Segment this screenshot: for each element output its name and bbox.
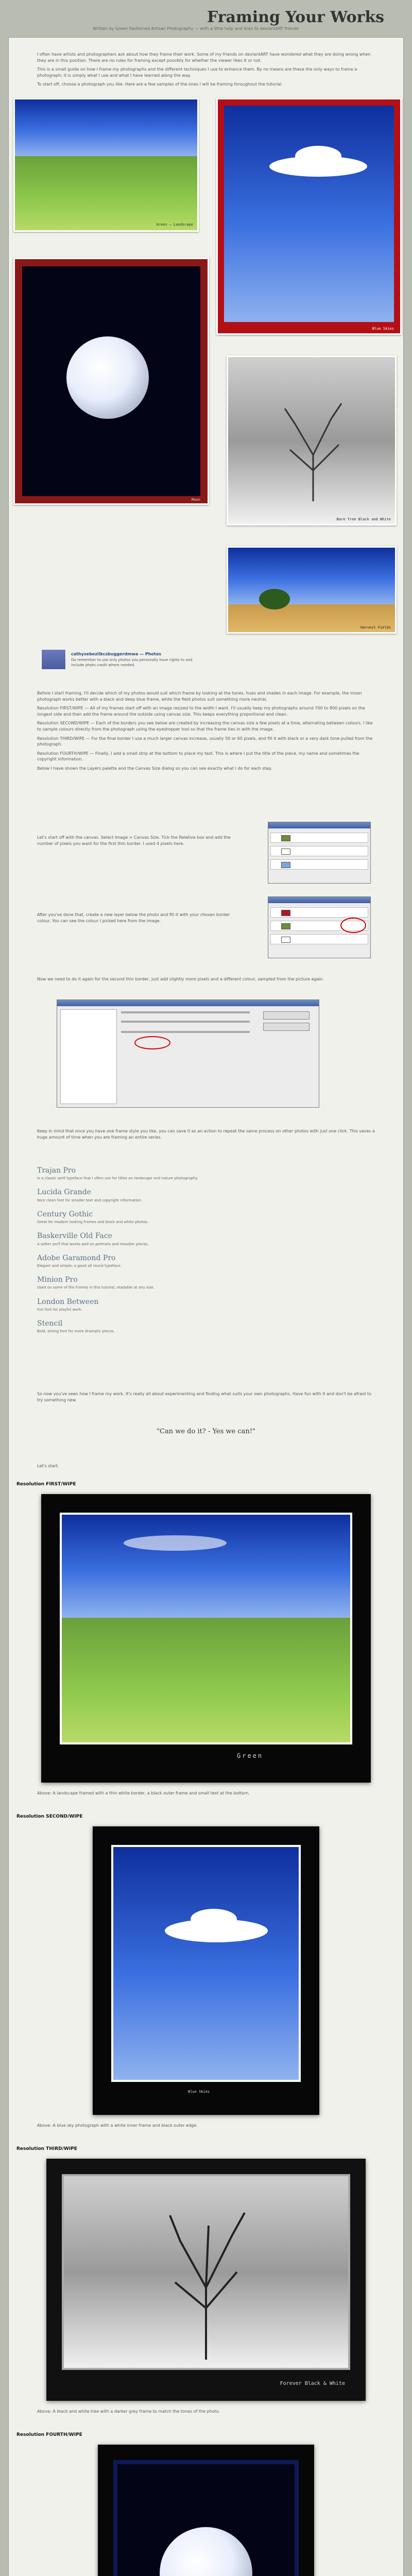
layer-row[interactable] <box>270 846 368 856</box>
step-3: Now we need to do it again for the second thin border, just add slightly more pixels and a different colour, sampled from the picture again. <box>37 977 324 981</box>
sky <box>228 548 395 604</box>
caption: Above: A blue sky photograph with a white inner frame and black outer edge. <box>37 2123 198 2128</box>
tree-icon <box>259 589 290 609</box>
body-paragraph: Resolution FOURTH/WIPE — Finally, I add a small strip at the bottom to place my text. This is where I put the title of the piece, my name and sometimes the copyright information. <box>37 751 359 762</box>
intro-paragraph: To start off, choose a photograph you like. Here are a few samples of the ones I will be framing throughout the tutorial. <box>37 82 283 87</box>
example-heading: Resolution THIRD/WIPE <box>16 2146 77 2151</box>
caption: Above: A black and white tree with a darker grey frame to match the tones of the photo. <box>37 2409 220 2414</box>
body-paragraph: Resolution FIRST/WIPE — All of my frames start off with an image resized to the width I want. I'll usually keep my photographs around 700 to 800 pixels on the longest side and then add the frame around the outside using canvas size. This keeps everything proportional and clean. <box>37 706 365 717</box>
thumb-harvest[interactable] <box>227 546 397 634</box>
sign-text: Let's start. <box>37 1464 59 1468</box>
fonts-list <box>37 1159 375 1334</box>
font-name: Baskerville Old Face <box>37 1232 112 1241</box>
frame-label: Green <box>237 1752 264 1759</box>
font-name: Adobe Garamond Pro <box>37 1253 116 1262</box>
font-desc: Is a classic serif typeface that I often use for titles on landscape and nature photography. <box>37 1176 198 1181</box>
font-name: Trajan Pro <box>37 1166 76 1175</box>
framed-photo-blue[interactable] <box>93 1826 319 2115</box>
framed-photo-green[interactable] <box>41 1494 371 1783</box>
body-paragraph: Before I start framing, I'll decide which of my photos would suit which frame by looking at the tones, hues and shades in each image. For example, the moon photograph works better with a black and deep blue frame, while the field photos suit something more neutral. <box>37 691 362 702</box>
highlight-circle <box>340 918 366 933</box>
thumb-blue-skies[interactable] <box>216 98 402 335</box>
page-title: Framing Your Works <box>207 8 384 26</box>
intro-text <box>37 52 375 91</box>
intro-paragraph: This is a small guide on how I frame my photographs and the different techniques I use to enhance them. By no means are these the only ways to frame a photograph; it is simply what I use and what I have learned along the way. <box>37 67 357 78</box>
step-2: After you've done that, create a new layer below the photo and fill it with your chosen border colour. You can see the colour I picked here from the image. <box>37 912 230 923</box>
ok-button[interactable] <box>263 1011 310 1020</box>
sky <box>224 106 394 322</box>
thumb-caption: Moon <box>192 497 200 502</box>
step-1: Let's start off with the canvas. Select Image > Canvas Size. Tick the Relative box and add the number of pixels you want for the first thin border. I used 4 pixels here. <box>37 835 231 846</box>
byline: Written by Green Fashioned Artisan Photography — with a little help and links to deviantART friends <box>92 26 299 31</box>
body-text: Keep in mind that once you have one frame style you like, you can save it as an action to repeat the same process on other photos with just one click. This saves a huge amount of time when you are framing an entire series. <box>37 1129 375 1140</box>
sky <box>62 1515 350 1618</box>
thumb-tree[interactable] <box>227 355 397 526</box>
example-heading: Resolution SECOND/WIPE <box>16 1814 83 1819</box>
font-name: London Between <box>37 1297 99 1306</box>
palette-titlebar <box>268 897 370 903</box>
cloud <box>124 1535 227 1551</box>
sky <box>113 1847 299 2080</box>
field-row <box>121 1031 250 1033</box>
font-desc: A softer serif that works well on portraits and moodier pieces. <box>37 1242 149 1246</box>
thumb-green[interactable] <box>13 98 199 232</box>
field-row <box>121 1011 250 1013</box>
field-row <box>121 1021 250 1023</box>
example-heading: Resolution FOURTH/WIPE <box>16 2432 82 2437</box>
palette-titlebar <box>268 822 370 828</box>
closing-text: So now you've seen how I frame my work. It's really all about experimenting and finding what suits your own photographs. Have fun with it and don't be afraid to try something new. <box>37 1392 371 1402</box>
comment-author[interactable]: cathysebezilkcsbuggerdmwa — Photos <box>71 652 161 656</box>
font-desc: Great for modern looking frames and black and white photos. <box>37 1220 149 1225</box>
body-paragraph: Below I have shown the Layers palette and the Canvas Size dialog so you can see exactly what I do for each step. <box>37 766 273 771</box>
cloud <box>295 146 341 166</box>
moon <box>66 336 149 419</box>
font-name: Century Gothic <box>37 1210 93 1218</box>
frame-label: Blue Skies <box>188 2090 210 2094</box>
body-paragraph: Resolution THIRD/WIPE — For the final border I use a much larger canvas increase, usually 50 or 60 pixels, and fill it with black or a very dark tone pulled from the photograph. <box>37 736 373 747</box>
font-name: Lucida Grande <box>37 1188 91 1197</box>
font-name: Stencil <box>37 1319 63 1328</box>
field <box>15 156 197 230</box>
thumb-caption: Green — Landscape <box>156 222 193 227</box>
thumb-caption: Bare Tree Black and White <box>336 517 391 521</box>
framed-photo-moon[interactable] <box>98 2445 314 2576</box>
layer-row[interactable] <box>270 934 368 944</box>
font-desc: Bold, strong font for more dramatic pieces. <box>37 1329 115 1334</box>
font-desc: Fun font for playful work. <box>37 1307 82 1312</box>
canvas-size-dialog <box>57 999 319 1108</box>
highlight-circle <box>134 1036 170 1049</box>
font-desc: Elegant and simple; a good all round typeface. <box>37 1264 122 1268</box>
cancel-button[interactable] <box>263 1023 310 1031</box>
layer-row[interactable] <box>270 859 368 870</box>
layer-row[interactable] <box>270 907 368 918</box>
font-name: Minion Pro <box>37 1276 78 1284</box>
font-desc: Nice clean font for smaller text and copyright information. <box>37 1198 143 1202</box>
quote: "Can we do it? - Yes we can!" <box>157 1428 255 1435</box>
tree-icon <box>274 398 352 501</box>
framed-photo-tree[interactable] <box>46 2159 366 2401</box>
example-heading: Resolution FIRST/WIPE <box>16 1482 76 1487</box>
field <box>62 1618 350 1742</box>
avatar[interactable] <box>41 649 66 670</box>
tree-icon <box>160 2205 252 2360</box>
thumb-caption: Blue Skies <box>372 326 394 331</box>
layers-palette <box>268 822 371 884</box>
thumb-caption: Harvest Fields <box>360 625 391 630</box>
layers-palette <box>268 896 371 958</box>
frame-label: Forever Black & White <box>280 2381 345 2386</box>
layer-row[interactable] <box>270 833 368 843</box>
sky <box>15 99 197 156</box>
intro-paragraph: I often have artists and photographers ask about how they frame their work. Some of my friends on deviantART have wondered what they are doing wrong when they are in this position. There are no rules for framing except possibly for whether the viewer likes it or not. <box>37 52 371 63</box>
comment <box>41 644 371 680</box>
thumb-moon[interactable] <box>13 258 209 505</box>
comment-text: Do remember to use only photos you personally have rights to and include photo credit where needed. <box>71 658 193 668</box>
dialog-titlebar <box>57 1000 319 1006</box>
caption: Above: A landscape framed with a thin white border, a black outer frame and small text at the bottom. <box>37 1791 250 1795</box>
body-paragraph: Resolution SECOND/WIPE — Each of the borders you see below are created by increasing the canvas size a few pixels at a time, alternating between colours. I like to sample colours directly from the photograph using the eyedropper tool so that the frame ties in with the image. <box>37 721 373 732</box>
options-list[interactable] <box>60 1009 117 1104</box>
cloud <box>191 1909 237 1929</box>
font-desc: Used on some of the frames in this tutorial, readable at any size. <box>37 1285 154 1290</box>
body-text <box>37 690 375 775</box>
